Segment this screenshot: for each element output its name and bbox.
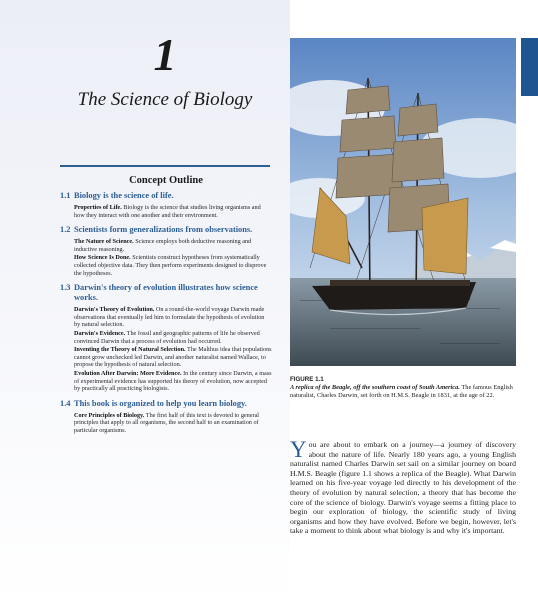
- section-heading[interactable]: [60, 225, 272, 235]
- figure-label: FIGURE 1.1: [290, 376, 324, 383]
- outline-entry: [60, 370, 272, 393]
- outline-entry: [60, 306, 272, 329]
- ship-illustration: [290, 38, 516, 366]
- entry-text: Biology is the science that studies living organisms and how they interact with one another and their environment.: [74, 204, 261, 219]
- section-number: 1.2: [60, 225, 71, 235]
- outline-entry: [60, 346, 272, 369]
- section-title: Darwin's theory of evolution illustrates how science works.: [74, 283, 258, 303]
- entry-term: Properties of Life.: [74, 204, 122, 211]
- entry-text: The first half of this text is devoted to general principles that apply to all organisms, the second half to an examination of particular organisms.: [74, 411, 260, 434]
- entry-term: Darwin's Theory of Evolution.: [74, 306, 155, 314]
- outline-heading: Concept Outline: [129, 175, 203, 186]
- intro-text: ou are about to embark on a journey—a journey of discovery about the nature of life. Nearly 180 years ago, a young English naturalist named Charles Darwin set sail on a similar journey on board H.M.S. Beagle (figure 1.1 shows a replica of the Beagle). What Darwin learned on his five-year voyage led directly to his development of the theory of evolution by natural selection, a theory that has become the core of the science of biology. Darwin's voyage seems a fitting place to begin our exploration of biology, the scientific study of living organisms and how they have evolved. Before we begin, however, let's take a moment to think about what biology is and why it's important.: [290, 440, 516, 536]
- outline-entry: [60, 330, 272, 345]
- entry-term: The Nature of Science.: [74, 238, 134, 246]
- section-title: Scientists form generalizations from observations.: [74, 225, 253, 235]
- chapter-tab-marker: [521, 38, 538, 96]
- entry-text: The Malthus idea that populations cannot grow unchecked led Darwin, and another naturalist named Wallace, to propose the hypothesis of natural selection.: [74, 346, 272, 369]
- section-heading[interactable]: [60, 191, 272, 201]
- outline-divider: [60, 165, 270, 167]
- section-title: This book is organized to help you learn biology.: [74, 398, 247, 408]
- entry-term: Evolution After Darwin: More Evidence.: [74, 369, 182, 377]
- entry-term: Darwin's Evidence.: [74, 329, 126, 337]
- intro-paragraph: [290, 437, 516, 536]
- figure-caption-text: The famous English naturalist, Charles Darwin, set forth on H.M.S. Beagle in 1831, at the age of 22.: [290, 384, 513, 399]
- section-number: 1.3: [60, 283, 71, 293]
- concept-outline: [60, 175, 272, 440]
- drop-cap: Y: [290, 437, 307, 462]
- section-heading[interactable]: [60, 283, 272, 303]
- outline-entry: [60, 412, 272, 435]
- outline-section: [60, 225, 272, 277]
- chapter-title: The Science of Biology: [77, 89, 253, 110]
- figure-lead: A replica of the Beagle, off the southern coast of South America.: [290, 384, 460, 391]
- entry-term: Inventing the Theory of Natural Selection.: [74, 346, 186, 354]
- outline-section: [60, 283, 272, 393]
- entry-text: In the century since Darwin, a mass of experimental evidence has supported his theory of evolution, now accepted by practically all practicing biologists.: [74, 369, 272, 393]
- outline-entry: [60, 204, 272, 219]
- section-number: 1.4: [60, 398, 71, 408]
- figure-caption: [290, 376, 516, 400]
- section-heading[interactable]: [60, 399, 272, 409]
- section-title: Biology is the science of life.: [74, 191, 174, 200]
- entry-text: The fossil and geographic patterns of life he observed convinced Darwin that a process of evolution had occurred.: [74, 329, 260, 345]
- chapter-number: 1: [153, 29, 177, 80]
- sailing-ship-photo: [290, 38, 516, 366]
- entry-text: Science employs both deductive reasoning and inductive reasoning.: [74, 238, 252, 253]
- entry-text: On a round-the-world voyage Darwin made observations that eventually led him to formulate the hypothesis of evolution by natural selection.: [74, 306, 265, 329]
- entry-text: Scientists construct hypotheses from systematically collected objective data. They then perform experiments designed to disprove the hypotheses.: [74, 254, 267, 277]
- entry-term: Core Principles of Biology.: [74, 411, 145, 419]
- outline-entry: [60, 238, 272, 253]
- outline-entry: [60, 254, 272, 277]
- entry-term: How Science Is Done.: [74, 254, 131, 262]
- outline-section: [60, 399, 272, 435]
- section-number: 1.1: [60, 191, 71, 200]
- outline-section: [60, 191, 272, 219]
